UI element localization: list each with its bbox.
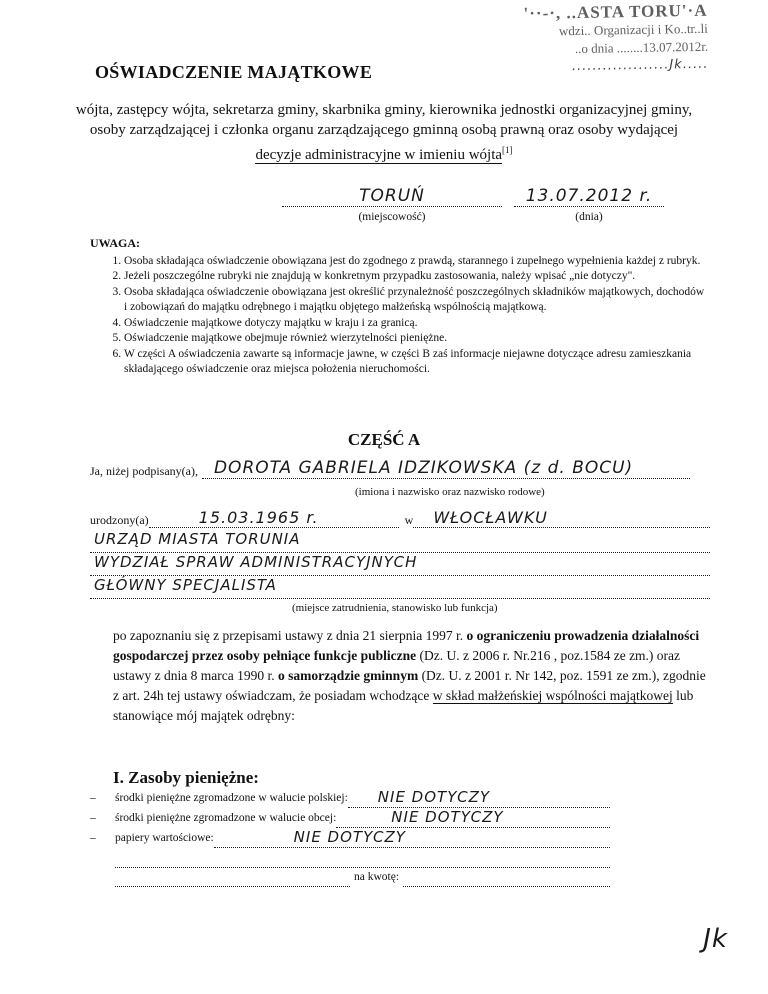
signer-value: DOROTA GABRIELA IDZIKOWSKA (z d. BOCU)	[202, 458, 690, 479]
statement-law-2: o samorządzie gminnym	[277, 668, 419, 683]
statement-text-4: lub stanowiące mój majątek odrębny:	[113, 688, 694, 723]
date-label: (dnia)	[575, 211, 603, 223]
document-subtitle	[0, 100, 768, 165]
footnote-ref: [1]	[502, 145, 513, 155]
stamp-date: ..o dnia ........13.07.2012r.	[574, 38, 709, 57]
notice-item: 4. Oświadczenie majątkowe dotyczy majątku w kraju i za granicą.	[124, 316, 710, 332]
signer-row	[90, 458, 690, 479]
item-value: NIE DOTYCZY	[336, 808, 610, 828]
employment-caption: (miejsce zatrudnienia, stanowisko lub funkcja)	[292, 602, 498, 614]
date-value: 13.07.2012 r.	[514, 186, 664, 207]
section-1-heading: I. Zasoby pieniężne:	[113, 768, 259, 787]
blank-line	[115, 848, 610, 868]
born-label: urodzony(a)	[90, 513, 149, 527]
part-a-heading: CZĘŚĆ A	[347, 430, 421, 449]
subtitle-line-2: osoby zarządzającej i członka organu zarządzającego gminną osobą prawną oraz osoby wydającej	[89, 122, 679, 138]
list-item	[90, 808, 610, 828]
item-value: NIE DOTYCZY	[348, 788, 610, 808]
notice-heading: UWAGA:	[90, 236, 140, 250]
item-label: – środki pieniężne zgromadzone w walucie obcej:	[115, 812, 337, 824]
amount-blank	[115, 870, 350, 887]
born-value: 15.03.1965 r.	[149, 508, 399, 528]
employment-line-1: URZĄD MIASTA TORUNIA	[90, 530, 710, 553]
registration-stamp	[447, 2, 708, 79]
place-value: TORUŃ	[282, 186, 502, 207]
birthplace-value: WŁOCŁAWKU	[413, 508, 710, 528]
page-signature: Jk	[703, 924, 728, 954]
statement-paragraph	[113, 626, 713, 726]
statement-marital: w skład małżeńskiej wspólności majątkowej	[432, 688, 673, 703]
employment-block	[90, 530, 710, 599]
statement-law-1: o ograniczeniu prowadzenia działalności gospodarczej przez osoby pełniące funkcje publiczne	[113, 628, 700, 663]
statement-text-3: (Dz. U. z 2001 r. Nr 142, poz. 1591 ze zm.), zgodnie z art. 24h tej ustawy oświadczam, że posiadam wchodzące	[113, 668, 706, 703]
employment-line-2: WYDZIAŁ SPRAW ADMINISTRACYJNYCH	[90, 553, 710, 576]
notice-item: 1. Osoba składająca oświadczenie obowiązana jest do zgodnego z prawdą, starannego i zupełnego wypełnienia każdej z rubryk.	[124, 254, 710, 270]
amount-row	[115, 868, 610, 887]
list-item	[90, 788, 610, 808]
names-caption: (imiona i nazwisko oraz nazwisko rodowe)	[355, 486, 545, 498]
list-item	[90, 828, 610, 848]
document-title: OŚWIADCZENIE MAJĄTKOWE	[95, 62, 373, 82]
stamp-signature: ...................Jk.....	[571, 56, 709, 75]
item-label: – papiery wartościowe:	[115, 832, 214, 844]
amount-label: na kwotę:	[354, 871, 400, 883]
notice-section	[90, 236, 710, 378]
item-label: – środki pieniężne zgromadzone w walucie polskiej:	[115, 792, 348, 804]
place-date-block	[282, 186, 682, 223]
notice-item: 6. W części A oświadczenia zawarte są informacje jawne, w części B zaś informacje niejawne dotyczące adresu zamieszkania składającego oświadczenie oraz miejsca położenia nieruchomości.	[124, 347, 710, 378]
subtitle-line-1: wójta, zastępcy wójta, sekretarza gminy, skarbnika gminy, kierownika jednostki organizacyjnej gminy,	[75, 102, 693, 118]
amount-value-blank	[403, 870, 610, 887]
section-1-list	[90, 788, 610, 887]
employment-line-3: GŁÓWNY SPECJALISTA	[90, 576, 710, 599]
item-value: NIE DOTYCZY	[214, 828, 610, 848]
statement-text-1: po zapoznaniu się z przepisami ustawy z dnia 21 sierpnia 1997 r.	[113, 628, 464, 643]
place-label: (miejscowość)	[358, 211, 426, 223]
signer-label: Ja, niżej podpisany(a),	[90, 464, 198, 478]
notice-item: 5. Oświadczenie majątkowe obejmuje również wierzytelności pieniężne.	[124, 331, 710, 347]
birthplace-label: w	[404, 513, 414, 527]
notice-item: 2. Jeżeli poszczególne rubryki nie znajdują w konkretnym przypadku zastosowania, należy wpisać „nie dotyczy".	[124, 269, 710, 285]
stamp-office: '··-·, ..ASTA TORU'·A	[523, 0, 708, 23]
subtitle-line-3: decyzje administracyjne w imieniu wójta	[255, 147, 503, 163]
notice-item: 3. Osoba składająca oświadczenie obowiązana jest określić przynależność poszczególnych składników majątkowych, dochodów i zobowiązań do majątku odrębnego i majątku objętego małżeńską wspólnością majątkową.	[124, 285, 710, 316]
statement-text-2: (Dz. U. z 2006 r. Nr.216 , poz.1584 ze zm.) oraz ustawy z dnia 8 marca 1990 r.	[113, 648, 681, 683]
stamp-department: wdzi.. Organizacji i Ko..tr..li	[558, 20, 708, 39]
born-row	[90, 508, 710, 528]
